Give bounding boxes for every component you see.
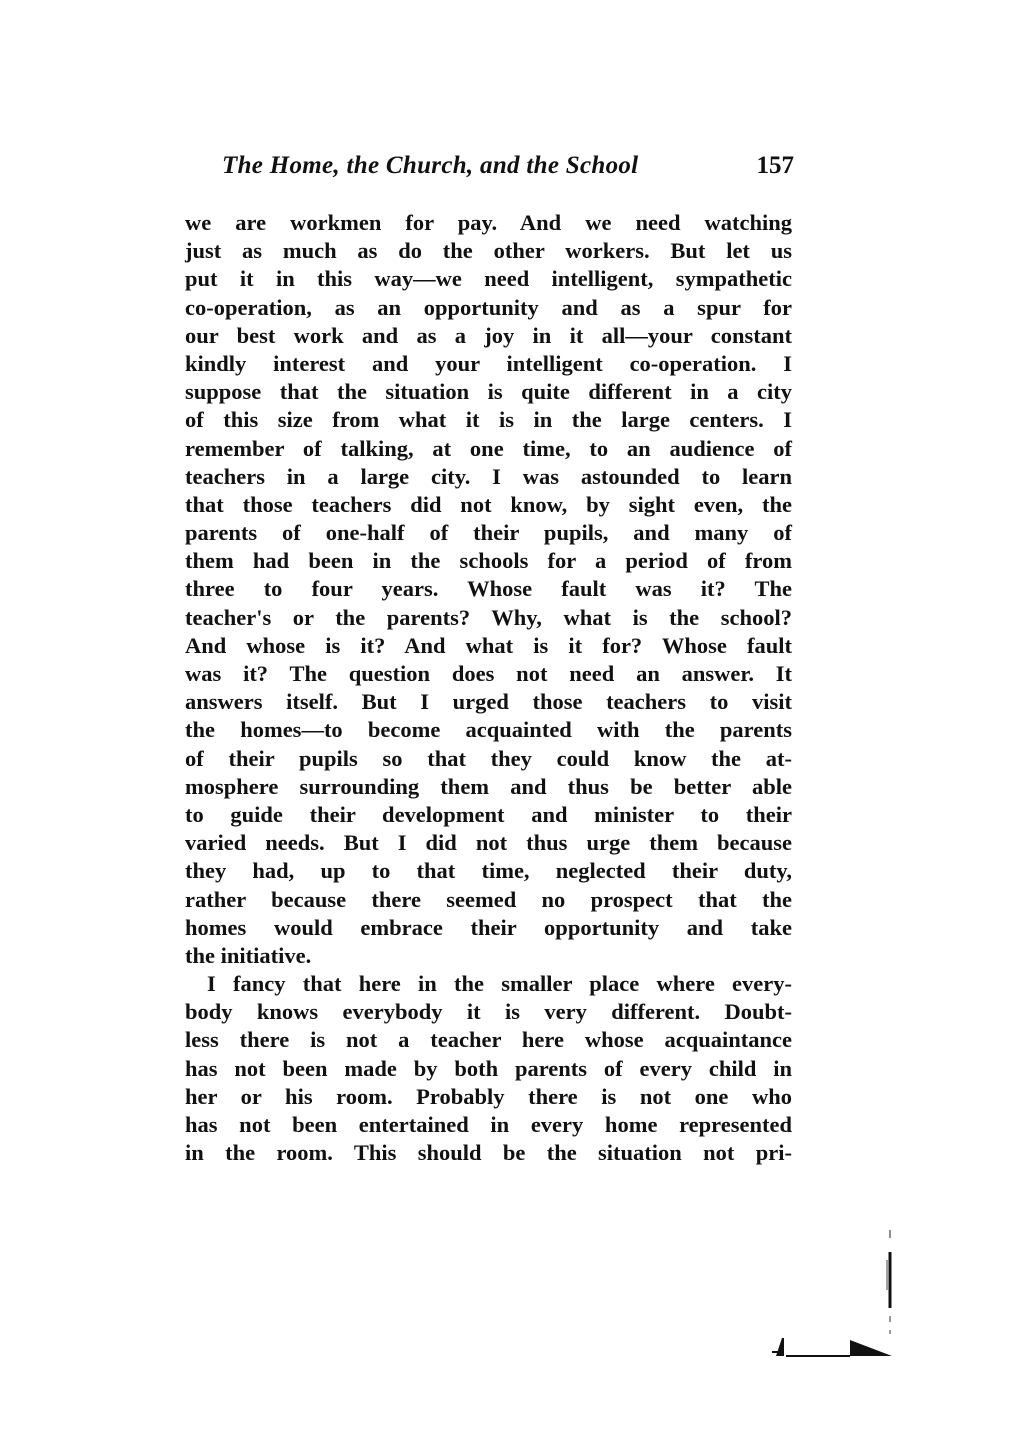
body-text: [185, 209, 792, 1167]
text-line: in the room. This should be the situation not pri-: [185, 1140, 792, 1166]
text-line: teachers in a large city. I was astounded to learn: [185, 463, 792, 489]
text-line: them had been in the schools for a period of from: [185, 548, 792, 574]
text-line: mosphere surrounding them and thus be better able: [185, 773, 792, 799]
bottom-scan-mark: [764, 1330, 896, 1362]
text-line: suppose that the situation is quite different in a city: [185, 379, 792, 405]
text-line: I fancy that here in the smaller place where every-: [207, 971, 792, 997]
text-line: just as much as do the other workers. But let us: [185, 238, 792, 264]
text-line: has not been made by both parents of every child in: [185, 1055, 792, 1081]
text-line: we are workmen for pay. And we need watching: [185, 210, 792, 235]
text-line: was it? The question does not need an answer. It: [185, 661, 792, 686]
text-line: varied needs. But I did not thus urge them because: [185, 830, 792, 856]
text-line: the homes—to become acquainted with the parents: [185, 717, 792, 743]
text-line: less there is not a teacher here whose acquaintance: [185, 1027, 792, 1053]
page-number: 157: [756, 152, 794, 179]
text-line: body knows everybody it is very different. Doubt-: [185, 999, 792, 1025]
text-line: homes would embrace their opportunity and take: [185, 914, 792, 940]
text-line: And whose is it? And what is it for? Whose fault: [185, 632, 792, 658]
text-line: kindly interest and your intelligent co-operation. I: [185, 350, 792, 376]
paragraph-2: [185, 970, 792, 1167]
text-line: remember of talking, at one time, to an audience of: [185, 435, 792, 461]
text-line: our best work and as a joy in it all—your constant: [185, 322, 792, 348]
text-line: has not been entertained in every home represented: [185, 1112, 792, 1137]
text-line: that those teachers did not know, by sight even, the: [185, 491, 792, 517]
paragraph-1: [185, 209, 792, 970]
text-line: answers itself. But I urged those teachers to visit: [185, 689, 792, 715]
text-line: teacher's or the parents? Why, what is the school?: [185, 604, 792, 630]
text-line: they had, up to that time, neglected their duty,: [185, 858, 792, 884]
text-line: co-operation, as an opportunity and as a spur for: [185, 294, 792, 320]
text-line: of this size from what it is in the large centers. I: [185, 407, 792, 433]
running-head: [222, 148, 794, 184]
text-line: her or his room. Probably there is not one who: [185, 1083, 792, 1109]
text-line: three to four years. Whose fault was it? The: [185, 576, 792, 602]
text-line: the initiative.: [185, 942, 312, 968]
text-line: to guide their development and minister to their: [185, 801, 792, 827]
text-line: of their pupils so that they could know the at-: [185, 745, 792, 771]
running-title: The Home, the Church, and the School: [222, 152, 639, 179]
text-line: put it in this way—we need intelligent, sympathetic: [185, 266, 792, 292]
text-line: rather because there seemed no prospect that the: [185, 886, 792, 912]
text-line: parents of one-half of their pupils, and many of: [185, 520, 792, 546]
